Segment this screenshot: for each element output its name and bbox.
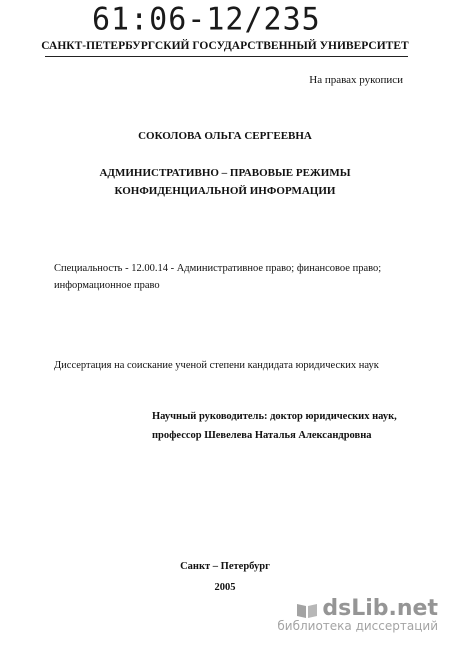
supervisor-line-2: профессор Шевелева Наталья Александровна	[152, 430, 372, 441]
handwritten-number: 61:06-12/235	[92, 1, 321, 38]
watermark-logo	[277, 596, 438, 621]
author-name: СОКОЛОВА ОЛЬГА СЕРГЕЕВНА	[138, 130, 312, 142]
header-divider	[45, 56, 408, 57]
watermark	[277, 596, 438, 633]
university-name: САНКТ-ПЕТЕРБУРГСКИЙ ГОСУДАРСТВЕННЫЙ УНИВЕРСИТЕТ	[41, 40, 409, 52]
year: 2005	[214, 582, 236, 593]
watermark-logo-text: dsLib.net	[322, 596, 438, 621]
city: Санкт – Петербург	[180, 561, 270, 572]
rights-note: На правах рукописи	[309, 74, 403, 86]
supervisor-line-1: Научный руководитель: доктор юридических наук,	[152, 411, 397, 422]
watermark-subtitle: библиотека диссертаций	[277, 619, 438, 633]
title-line-1: АДМИНИСТРАТИВНО – ПРАВОВЫЕ РЕЖИМЫ	[99, 167, 351, 179]
specialty-line-2: информационное право	[54, 280, 160, 291]
specialty-line-1: Специальность - 12.00.14 - Административное право; финансовое право;	[54, 263, 382, 274]
title-line-2: КОНФИДЕНЦИАЛЬНОЙ ИНФОРМАЦИИ	[114, 185, 336, 197]
dissertation-note: Диссертация на соискание ученой степени кандидата юридических наук	[54, 360, 379, 371]
book-icon	[296, 600, 318, 618]
